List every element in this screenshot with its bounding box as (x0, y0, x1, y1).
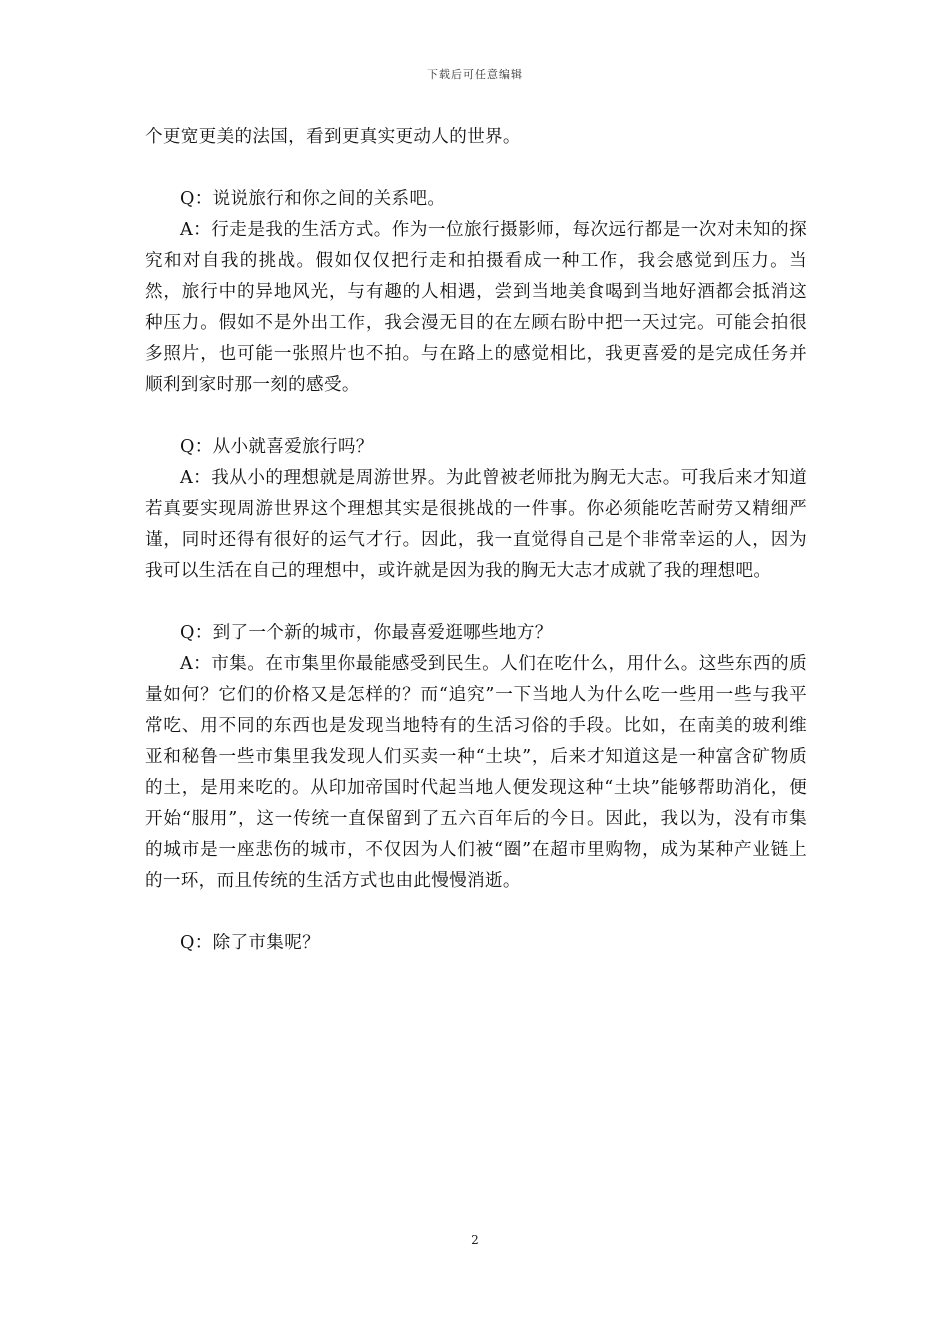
question-childhood-travel: Q：从小就喜爱旅行吗？ (180, 437, 374, 457)
page-number: 2 (471, 1233, 479, 1247)
answer-favorite-places: A：市集。在市集里你最能感受到民生。人们在吃什么，用什么。这些东西的质量如何？它们的价格又是怎样的？而“追究”一下当地人为什么吃一些用一些与我平常吃、用不同的东西也是发现当地特有的生活习俗的手段。比如，在南美的玻利维亚和秘鲁一些市集里我发现人们买卖一种“土块”，后来才知道这是一种富含矿物质的土，是用来吃的。从印加帝国时代起当地人便发现这种“土块”能够帮助消化，便开始“服用”，这一传统一直保留到了五六百年后的今日。因此，我以为，没有市集的城市是一座悲伤的城市，不仅因为人们被“圈”在超市里购物，成为某种产业链上的一环，而且传统的生活方式也由此慢慢消逝。 (145, 654, 807, 891)
question-travel-relationship: Q：说说旅行和你之间的关系吧。 (180, 189, 446, 209)
question-besides-markets: Q：除了市集呢？ (180, 933, 320, 953)
answer-travel-relationship: A：行走是我的生活方式。作为一位旅行摄影师，每次远行都是一次对未知的探究和对自我的挑战。假如仅仅把行走和拍摄看成一种工作，我会感觉到压力。当然，旅行中的异地风光，与有趣的人相遇，尝到当地美食喝到当地好酒都会抵消这种压力。假如不是外出工作，我会漫无目的在左顾右盼中把一天过完。可能会拍很多照片，也可能一张照片也不拍。与在路上的感觉相比，我更喜爱的是完成任务并顺利到家时那一刻的感受。 (145, 220, 807, 395)
question-favorite-places: Q：到了一个新的城市，你最喜爱逛哪些地方？ (180, 623, 553, 643)
paragraph-continuation: 个更宽更美的法国，看到更真实更动人的世界。 (145, 127, 521, 147)
document-body (145, 122, 807, 959)
page-header: 下载后可任意编辑 (427, 68, 523, 81)
answer-childhood-travel: A：我从小的理想就是周游世界。为此曾被老师批为胸无大志。可我后来才知道若真要实现周游世界这个理想其实是很挑战的一件事。你必须能吃苦耐劳又精细严谨，同时还得有很好的运气才行。因此，我一直觉得自己是个非常幸运的人，因为我可以生活在自己的理想中，或许就是因为我的胸无大志才成就了我的理想吧。 (145, 468, 807, 581)
